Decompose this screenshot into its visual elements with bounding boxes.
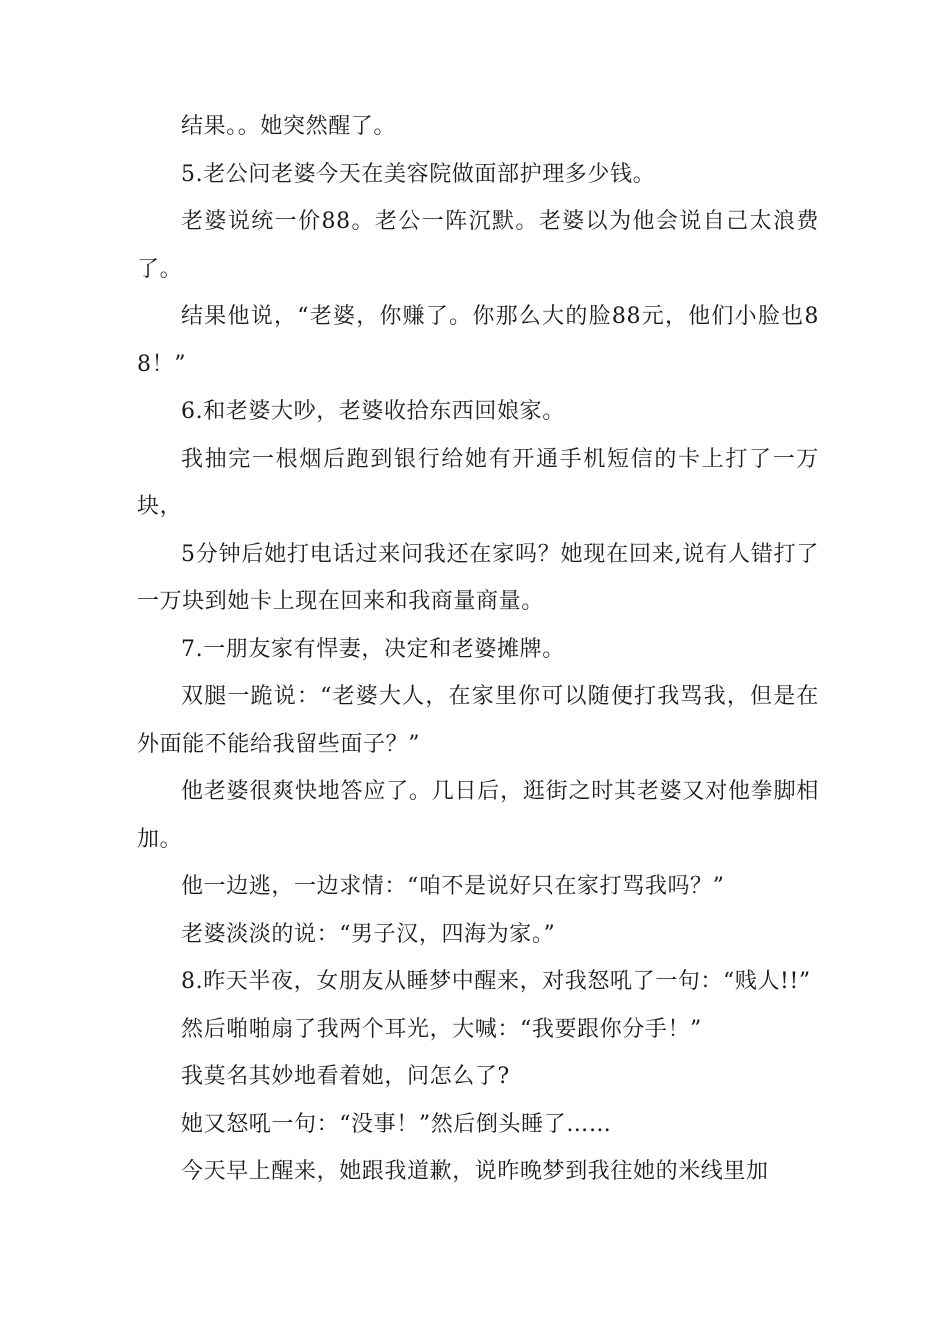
paragraph-15: 我莫名其妙地看着她，问怎么了?	[181, 1064, 510, 1089]
paragraph-8: 7.一朋友家有悍妻，决定和老婆摊牌。	[181, 636, 565, 662]
paragraph-2: 5.老公问老婆今天在美容院做面部护理多少钱。	[181, 161, 656, 187]
paragraph-4: 结果他说，“老婆，你赚了。你那么大的脸88元，他们小脸也88！”	[137, 304, 819, 377]
paragraph-5: 6.和老婆大吵，老婆收拾东西回娘家。	[181, 399, 565, 424]
paragraph-14: 然后啪啪扇了我两个耳光，大喊：“我要跟你分手！”	[181, 1016, 702, 1042]
paragraph-16: 她又怒吼一句：“没事！”然后倒头睡了……	[181, 1111, 612, 1137]
paragraph-11: 他一边逃，一边求情：“咱不是说好只在家打骂我吗？”	[181, 874, 725, 899]
paragraph-9: 双腿一跪说：“老婆大人，在家里你可以随便打我骂我，但是在外面能不能给我留些面子？”	[137, 684, 819, 757]
paragraph-3: 老婆说统一价88。老公一阵沉默。老婆以为他会说自己太浪费了。	[137, 209, 819, 282]
document-body	[137, 103, 819, 1196]
paragraph-6: 我抽完一根烟后跑到银行给她有开通手机短信的卡上打了一万块，	[137, 446, 819, 519]
paragraph-10: 他老婆很爽快地答应了。几日后，逛街之时其老婆又对他拳脚相加。	[137, 779, 819, 852]
paragraph-17: 今天早上醒来，她跟我道歉，说昨晚梦到我往她的米线里加	[181, 1159, 769, 1184]
paragraph-13: 8.昨天半夜，女朋友从睡梦中醒来，对我怒吼了一句：“贱人!!”	[181, 969, 811, 994]
paragraph-7: 5分钟后她打电话过来问我还在家吗？她现在回来,说有人错打了一万块到她卡上现在回来和我商量商量。	[137, 541, 819, 614]
paragraph-1: 结果。。她突然醒了。	[181, 114, 397, 139]
paragraph-12: 老婆淡淡的说：“男子汉，四海为家。”	[181, 921, 556, 947]
